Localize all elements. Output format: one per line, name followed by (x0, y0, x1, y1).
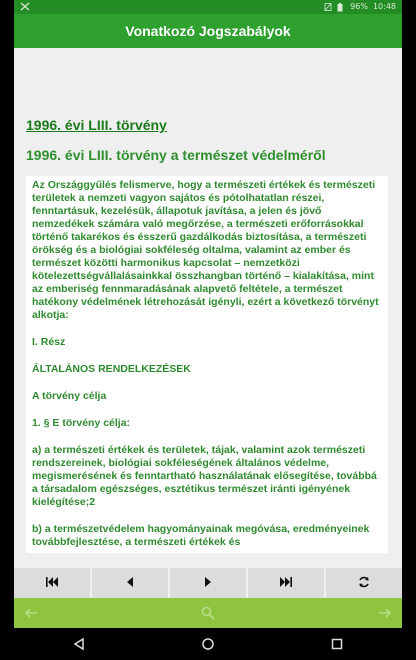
law-text-box[interactable] (26, 176, 388, 553)
notification-icon (20, 2, 30, 11)
skip-first-icon (45, 576, 59, 591)
arrow-right-icon[interactable] (378, 606, 392, 620)
last-page-button[interactable] (248, 568, 324, 598)
section-heading: ÁLTALÁNOS RENDELKEZÉSEK (32, 363, 191, 375)
screen (14, 0, 402, 660)
skip-last-icon (279, 576, 293, 591)
rotate-icon (357, 576, 371, 591)
part-heading: I. Rész (32, 336, 66, 348)
battery-percent: 96% (350, 2, 368, 11)
search-icon[interactable] (201, 606, 215, 620)
next-page-button[interactable] (170, 568, 246, 598)
app-bar (14, 14, 402, 48)
page-toolbar (14, 568, 402, 598)
battery-icon (337, 3, 345, 11)
no-sim-icon (324, 3, 332, 11)
article-heading: 1. § E törvény célja: (32, 417, 131, 429)
app-title: Vonatkozó Jogszabályok (125, 23, 291, 39)
clock: 10:48 (372, 2, 396, 11)
article-point-a: a) a természeti értékek és területek, tájak, valamint azok természeti rendszereinek, biológiai sokféleségének általános védelme, megismerésének és fenntartható használatának elősegítése, továbbá a társadalom egészséges, esztétikus természet iránti igényének kielégítése;2 (32, 444, 377, 508)
status-bar (14, 0, 402, 14)
system-nav-bar (14, 628, 402, 660)
chapter-heading: A törvény célja (32, 390, 107, 402)
first-page-button[interactable] (14, 568, 90, 598)
arrow-left-icon[interactable] (24, 606, 38, 620)
triangle-right-icon (201, 576, 215, 591)
status-right (324, 2, 396, 11)
search-nav-bar (14, 598, 402, 628)
content-area (14, 48, 402, 568)
article-point-b: b) a természetvédelem hagyományainak megóvása, eredményeinek továbbfejlesztése, a természeti értékek és (32, 523, 370, 548)
preamble-paragraph: Az Országgyűlés felismerve, hogy a természeti értékek és természeti területek a nemzeti vagyon sajátos és pótolhatatlan részei, fenntartásuk, kezelésük, állapotuk javítása, a jelen és jövő nemzedékek számára való megőrzése, a természeti erőforrásokkal történő takarékos és ésszerű gazdálkodás biztosítása, a természeti örökség és a biológiai sokféleség oltalma, valamint az ember és természet közötti harmonikus kapcsolat – nemzetközi kötelezettségvállalásainkkal összhangban történő – kialakítása, mint az emberiség fennmaradásának alapvető feltétele, a természet hatékony védelmének létrehozását igényli, ezért a következő törvényt alkotja: (32, 179, 379, 321)
triangle-left-icon (123, 576, 137, 591)
home-icon[interactable] (200, 636, 216, 652)
recents-icon[interactable] (329, 636, 345, 652)
back-icon[interactable] (71, 636, 87, 652)
law-link[interactable]: 1996. évi LIII. törvény (26, 117, 167, 133)
rotate-button[interactable] (326, 568, 402, 598)
previous-page-button[interactable] (92, 568, 168, 598)
law-title: 1996. évi LIII. törvény a természet védelméről (26, 147, 326, 163)
